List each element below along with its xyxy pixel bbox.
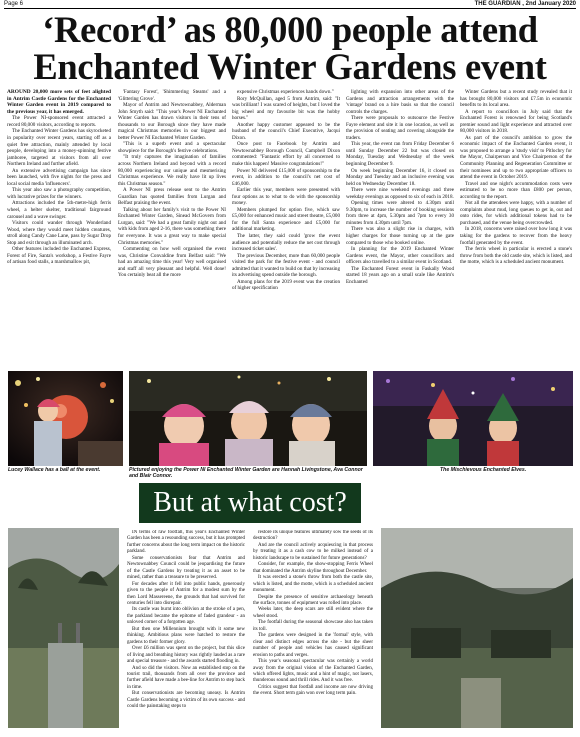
paragraph: On week beginning December 16, it closed on Monday and Tuesday and an inclusive evening was held on Wednesday December 18. [346, 167, 454, 187]
paragraph: An extensive advertising campaign has since been launched, with five nights for the press and local social media 'influencers'. [7, 167, 111, 187]
paragraph: Opening times were altered to 4.30pm until 9.30pm, to increase the number of booking sessions from three at 4pm, 5.30pm and 7pm to every 30 minutes from 4.30pm until 7pm. [346, 200, 454, 226]
paragraph: Attractions included the 5th-metre-high ferris wheel, a helter skelter, traditional fairground carousel and a wave swinger. [7, 200, 111, 220]
paragraph: The previous December, more than 60,000 people visited the park for the festive event - and council admitted that it wanted to build on that by increasing its advertising spend outside the borough. [232, 252, 340, 279]
paragraph: It was erected a stone's throw from both the castle site, which is listed, and the motte, which is a scheduled ancient monument. [253, 575, 373, 594]
sub-article-column-2 [253, 530, 373, 730]
article-column-4 [346, 89, 454, 367]
paragraph: "This is a superb event and a spectacular showpiece for the Borough's festive celebrations. [118, 141, 226, 154]
paragraph: This year's seasonal spectacular was certainly a world away from the original vision of the Enchanted Garden, which offered lights, music and a hint of magic, not lasers, thunderous sound and thrill rides. And it was free. [253, 659, 373, 684]
paragraph: A Power NI press release sent to the Antrim Guardian has quoted families from Lurgan and Belfast praising the event. [118, 187, 226, 207]
paragraph: Rory McQuillan, aged 5 from Antrim, said: "It was brilliant! I was scared of heights, but I loved the big wheel and my favourite bit was the hobby horses." [232, 95, 340, 122]
paragraph: AROUND 20,000 more sets of feet alighted in Antrim Castle Gardens for the Enchanted Winter Garden event in 2019 compared to the previous year, it has emerged. [7, 89, 111, 115]
paragraph: Not all the attendees were happy, with a number of complaints about mud, long queues to get in, out and onto rides, for which additional tokens had to be purchased, and the venue being overcrowded. [460, 200, 572, 226]
paragraph: Visitors could wander through Wonderland Wood, where they would meet hidden creatures, stroll along Candy Cane Lane, pass by Sugar Drop Stop and exit through an illuminated arch. [7, 220, 111, 246]
paragraph: The gardens were designed in the 'formal' style, with clear and distinct edges across the site - but the sheer number of people and vehicles has caused significant erosion to paths and verges. [253, 633, 373, 658]
article-column-1 [7, 89, 111, 367]
paragraph: The Enchanted Winter Gardens has skyrocketed in popularity over recent years, starting off as a quiet free attraction, mainly attended by local people, developing into a money-spinning festive jamboree, targeted at visitors from all over Northern Ireland and further afield. [7, 128, 111, 168]
paragraph: For decades after it fell into public hands, generously given to the people of Antrim for a modest sum by the then Lord Massereene, the grounds that had survived for centuries fell into disrepair. [127, 581, 245, 606]
paragraph: lighting with expansion into other areas of the Gardens and attraction arrangements with the 'vintage' brand on a hire basis so that the council controls the charges. [346, 89, 454, 115]
paragraph: In 2018, concerns were raised over how long it was taking for the gardens to recover from the heavy footfall generated by the event. [460, 226, 572, 246]
paragraph: This year also saw a photography competition, with lucrative prizes for the winners. [7, 187, 111, 200]
page-number: Page 6 [4, 1, 24, 7]
paragraph: Mayor of Antrim and Newtownabbey, Alderman John Smyth said: "This year's Power NI Enchanted Winter Garden has drawn visitors in their tens of thousands to our Borough since they have made magical Christmas memories in our biggest and better Power NI Enchanted Winter Garden. [118, 102, 226, 141]
paragraph: Earlier this year, members were presented with four options as to what to do with the sponsorship money. [232, 187, 340, 207]
paragraph: The ferris wheel in particular is erected a stone's throw from both the old castle site, which is listed, and the motte, which is a scheduled ancient monument. [460, 246, 572, 266]
photo-enchanted-elves-image [373, 371, 573, 466]
sub-article-column-1 [127, 530, 245, 730]
paragraph: Critics suggest that footfall and income are now driving the event. Short term gain won over long term pain. [253, 684, 373, 697]
paragraph: But then one Millennium brought with it some new thinking. Ambitious plans were hatched to restore the gardens to their former glory. [127, 626, 245, 645]
paragraph: 'Fantasy Forest', 'Shimmering Steams' and a 'Glittering Grove'. [118, 89, 226, 102]
caption-photo-1: Lucey Wallace has a ball at the event. [8, 467, 101, 473]
page-header [4, 0, 576, 8]
publication-dateline: THE GUARDIAN , 2nd January 2020 [474, 1, 576, 7]
photo-castle-gardens [8, 528, 119, 728]
paragraph: But conservationists are becoming uneasy. Is Antrim Castle Gardens becoming a victim of its own success - and could the painstaking steps to [127, 691, 245, 710]
paragraph: Members plumped for option five, which saw £5,000 for enhanced music and street theatre, £5,000 for the full Santa experience and £5,000 for additional marketing. [232, 206, 340, 233]
photo-gardens-hedges-image [381, 528, 573, 728]
caption-photo-2: Pictured enjoying the Power NI Enchanted Winter Garden are Hannah Livingstone, Ava Connor and Blair Connor. [129, 467, 363, 480]
paragraph: Once post to Facebook by Antrim and Newtownabbey Borough Council, Campbell Dixon commented: "Fantastic effort by all concerned to make this happen! Massive congratulations!" [232, 141, 340, 168]
photo-lucey-wallace-image [8, 371, 123, 466]
headline: ‘Record’ as 80,000 people attend Enchanted Winter Gardens event [33, 9, 547, 87]
paragraph: This year, the event ran from Friday December 6 until Sunday December 22 but was closed on Monday, Tuesday and Wednesday of the week beginning December 9. [346, 141, 454, 168]
paragraph: There were nine weekend evenings and three weekday evenings as opposed to six of each in 2018. [346, 187, 454, 200]
paragraph: A report to councillors in July said that the Enchanted Forest is renowned for being Scotland's premier sound and light experience and attracted over 80,000 visitors in 2018. [460, 108, 572, 135]
paragraph: Among plans for the 2019 event was the creation of higher specification [232, 278, 340, 292]
paragraph: Consider, for example, the show-stopping Ferris Wheel that dominated the Antrim skyline throughout December. [253, 562, 373, 574]
paragraph: Travel and one night's accommodation costs were estimated to be no more than £800 per person, according to the report. [460, 180, 572, 200]
paragraph: Despite the presence of sensitive archaeology beneath the surface, tonnes of equipment was rolled into place. [253, 594, 373, 606]
photo-children-group [129, 371, 367, 466]
photo-children-group-image [129, 371, 367, 466]
paragraph: Talking about her family's visit to the Power NI Enchanted Winter Garden, Sinead McGovern from Lurgan, said: "We had a great family night out and with kids from aged 2-16, there was something there for everyone. It was a great way to make special Christmas memories." [118, 206, 226, 246]
photo-lucey-wallace [8, 371, 123, 466]
article-column-5 [460, 89, 572, 367]
caption-photo-3: The Mischievous Enchanted Elves. [440, 467, 527, 473]
paragraph: And so did the visitors. Now an established stop on the tourist trail, thousands from all over the province and further afield have made a bee-line for Antrim to step back in time. [127, 665, 245, 690]
paragraph: In planning for the 2019 Enchanted Winter Gardens event, the Mayor, other councillors and officers also travelled to a similar event in Scotland. [346, 246, 454, 266]
paragraph: Over £6 million was spent on the project, but this slice of living and breathing history was rightly lauded as a rare and special treasure - and the awards started flooding in. [127, 646, 245, 665]
paragraph: Commenting on how well organised the event was, Christine Convaldine from Belfast said: "We had an amazing time this year! Very well organised and staff all very pleasant and helpful. Well done! You certainly beat all the more [118, 246, 226, 279]
paragraph: The Power NI-sponsored event attracted a record 80,000 visitors, according to reports. [7, 115, 111, 128]
paragraph: restore its unique features ultimately sow the seeds of its destruction? [253, 530, 373, 542]
paragraph: As part of the council's ambition to grow the economic impact of the Enchanted Garden event, it was proposed to arrange a 'study visit' to Pitlochry for the Mayor, Chairperson and Vice Chairperson of the Community Planning and Regeneration Committee or their nominees and up to two appropriate officers to attend the event in October 2019. [460, 134, 572, 181]
paragraph: There were proposals to outsource the Festive Fayre element and site it in one location, as well as the provision of seating and covering alongside the traders. [346, 115, 454, 141]
paragraph: Power NI delivered £15,000 of sponsorship to the event, in addition to the council's net cost of £46,000. [232, 167, 340, 187]
photo-gardens-hedges [381, 528, 573, 728]
paragraph: Some conservationists fear that Antrim and Newtownabbey Council could be jeopardising the future of the Castle Gardens by treating it as an asset to be mined, rather than a treasure to be preserved. [127, 555, 245, 581]
photo-castle-gardens-image [8, 528, 119, 728]
paragraph: The footfall during the seasonal showcase also has taken its toll. [253, 620, 373, 632]
paragraph: Its castle was burnt into oblivion at the stroke of a pen, the parkland became the epitome of faded grandeur - an unloved corner of a forgotten age. [127, 607, 245, 626]
paragraph: The Enchanted Forest event in Faskally Wood started 18 years ago on a small scale like Antrim's Enchanted [346, 265, 454, 285]
sub-article-title: But at what cost? [139, 483, 361, 523]
paragraph: expensive Christmas experiences hands down." [237, 89, 334, 95]
paragraph: There was also a slight rise in charges, with higher charges for those turning up at the gate compared to those who booked online. [346, 226, 454, 246]
paragraph: The latter, they said could 'grow the event audience and potentially reduce the net cost through increased ticket sales'. [232, 233, 340, 253]
article-column-2 [118, 89, 226, 367]
paragraph: And are the council actively acquiescing in that process by treating it as a cash cow to be milked instead of a historic landscape to be sustained for future generations? [253, 542, 373, 561]
paragraph: Another happy customer appeared to be the husband of the council's Chief Executive, Jacqui Dixon. [232, 121, 340, 141]
paragraph: IN terms of raw footfall, this year's Enchanted Winter Garden has been a resounding success, but it has prompted further concerns about the long term impact on the historic parkland. [127, 530, 245, 555]
paragraph: Winter Gardens but a recent study revealed that it has brought 80,000 visitors and £7.5m in economic benefits to its local area. [460, 89, 572, 109]
paragraph: Other features included the Enchanted Express, Forest of Fire, Santa's workshop, a Festive Fayre of artisan food stalls, a marshmallow pit, [7, 246, 111, 266]
article-column-3 [232, 89, 340, 367]
photo-enchanted-elves [373, 371, 573, 466]
paragraph: Weeks later, the deep scars are still evident where the wheel stood. [253, 607, 373, 619]
paragraph: "It truly captures the imagination of families across Northern Ireland and beyond with a record 80,000 experiencing our unique and mesmerising Christmas experience. We really have lit up lives this Christmas season." [118, 154, 226, 187]
